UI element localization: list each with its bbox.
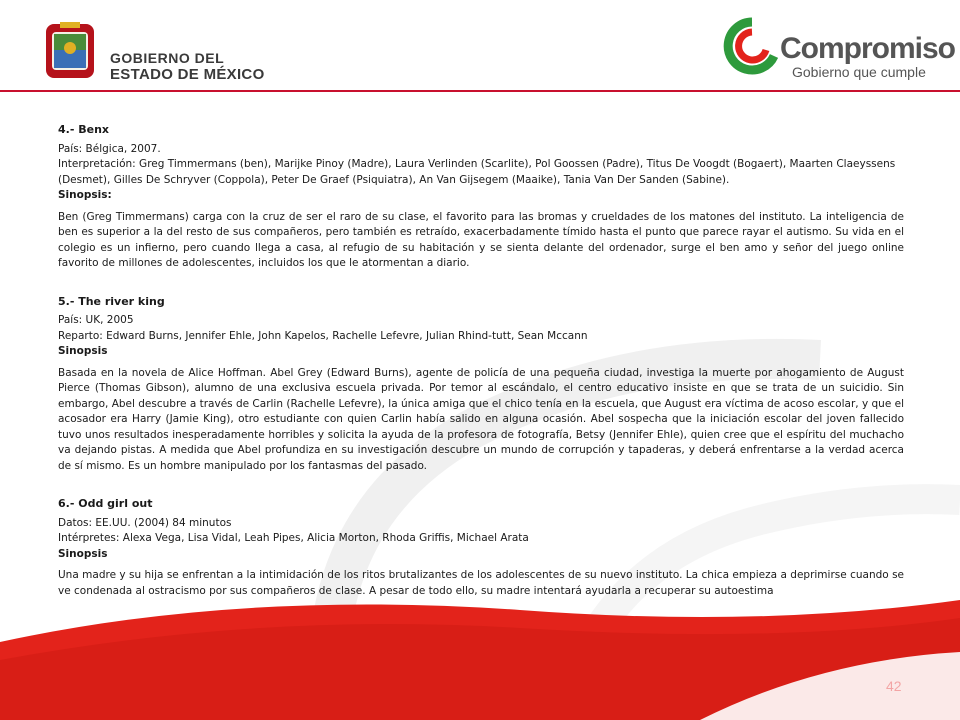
government-name-line2: ESTADO DE MÉXICO [110, 66, 265, 83]
film-synopsis: Ben (Greg Timmermans) carga con la cruz de ser el raro de su clase, el favorito para las bromas y crueldades de los matones del instituto. La inteligencia de ben es superior a la del resto de sus compañeros, pero también es retraído, exacerbadamente tímido hasta el punto que parece rayar el autismo. Su vida en el colegio es un infierno, pero cuando llega a casa, al refugio de su habitación y se sienta delante del ordenador, surge el ben amo y señor del juego online favorito de millones de adolescentes, incluidos los que le atormentan a diario. [58, 210, 904, 269]
compromiso-logo-icon [722, 16, 782, 76]
page-number: 42 [886, 678, 902, 694]
film-country: País: UK, 2005 [58, 314, 134, 326]
film-cast: Reparto: Edward Burns, Jennifer Ehle, John Kapelos, Rachelle Lefevre, Julian Rhind-tutt, Sean Mccann [58, 329, 588, 342]
page-header [0, 0, 960, 92]
film-title: 5.- The river king [58, 294, 165, 308]
film-country: País: Bélgica, 2007. [58, 142, 161, 155]
government-name-line1: GOBIERNO DEL [110, 50, 225, 66]
film-entry [58, 122, 904, 272]
film-title: 4.- Benx [58, 123, 109, 136]
coat-of-arms-icon [40, 20, 100, 82]
synopsis-label: Sinopsis [58, 547, 108, 560]
synopsis-label: Sinopsis [58, 345, 108, 357]
film-entry [58, 496, 904, 599]
film-title: 6.- Odd girl out [58, 497, 153, 510]
film-entry [58, 294, 904, 475]
film-cast: Interpretación: Greg Timmermans (ben), Marijke Pinoy (Madre), Laura Verlinden (Scarlite), Pol Goossen (Padre), Titus De Voogdt (Bogaert), Maarten Claeyssens (Desmet), Gilles De Schryver (Coppola), Peter De Graef (Psiquiatra), An Van Gijsegem (Maaike), Tania Van Der Sanden (Sabine). [58, 158, 896, 186]
brand-title: Compromiso [780, 32, 956, 65]
film-cast: Intérpretes: Alexa Vega, Lisa Vidal, Leah Pipes, Alicia Morton, Rhoda Griffis, Michael Arata [58, 532, 529, 544]
document-body [58, 122, 904, 599]
film-synopsis: Una madre y su hija se enfrentan a la intimidación de los ritos brutalizantes de los adolescentes de su nuevo instituto. La chica empieza a deprimirse cuando se ve condenada al ostracismo por sus compañeros de clase. A pesar de todo ello, su madre intentará ayudarla a recuperar su autoestima [58, 569, 904, 597]
film-country: Datos: EE.UU. (2004) 84 minutos [58, 516, 232, 529]
film-synopsis: Basada en la novela de Alice Hoffman. Abel Grey (Edward Burns), agente de policía de una pequeña ciudad, investiga la muerte por ahogamiento de August Pierce (Thomas Gibson), alumno de una exclusiva escuela privada. Por temor al escándalo, el centro educativo insiste en que se trata de un suicidio. Sin embargo, Abel descubre a través de Carlin (Rachelle Lefevre), la única amiga que el chico tenía en la escuela, que August era víctima de acoso escolar, y que el acosador era Harry (Jamie King), otro estudiante con quien Carlin había salido en alguna ocasión. Abel sospecha que la iniciación escolar del joven fallecido tuvo unos resultados inesperadamente horribles y solicita la ayuda de la profesora de fotografía, Betsy (Jennifer Ehle), quien cree que el espíritu del muchacho va dejando pistas. A medida que Abel profundiza en su investigación descubre un mundo de corrupción y tapaderas, y deberá enfrentarse a la verdad acerca de sí mismo. Es un hombre manipulado por los fantasmas del pasado. [58, 366, 904, 472]
header-divider [0, 90, 960, 92]
brand-subtitle: Gobierno que cumple [792, 64, 926, 80]
synopsis-label: Sinopsis: [58, 189, 112, 201]
